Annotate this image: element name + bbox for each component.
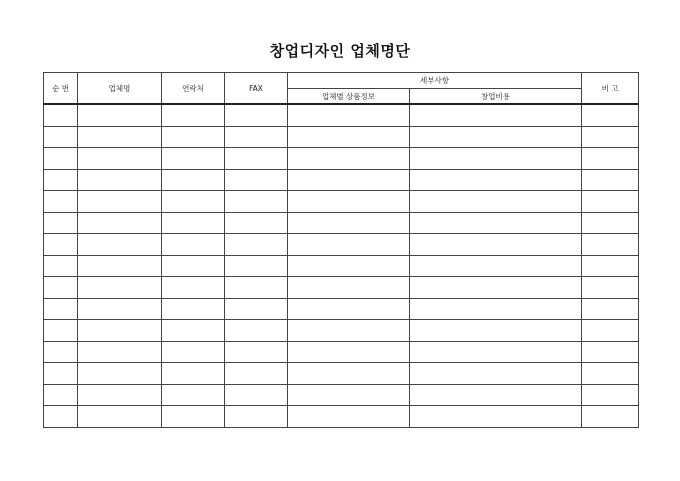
table-row	[44, 277, 639, 299]
cell-contact[interactable]	[162, 104, 225, 126]
cell-company[interactable]	[78, 169, 162, 191]
cell-product-info[interactable]	[288, 104, 410, 126]
cell-contact[interactable]	[162, 126, 225, 148]
cell-no[interactable]	[44, 406, 78, 428]
cell-contact[interactable]	[162, 148, 225, 170]
cell-product-info[interactable]	[288, 384, 410, 406]
table-row	[44, 406, 639, 428]
cell-startup-cost[interactable]	[410, 320, 582, 342]
cell-fax[interactable]	[225, 363, 288, 385]
cell-company[interactable]	[78, 148, 162, 170]
document-title: 창업디자인 업체명단	[269, 42, 411, 60]
cell-no[interactable]	[44, 363, 78, 385]
cell-company[interactable]	[78, 191, 162, 213]
cell-fax[interactable]	[225, 191, 288, 213]
cell-remarks[interactable]	[582, 406, 639, 428]
cell-fax[interactable]	[225, 384, 288, 406]
cell-company[interactable]	[78, 104, 162, 126]
cell-company[interactable]	[78, 277, 162, 299]
cell-fax[interactable]	[225, 277, 288, 299]
company-list-table	[43, 72, 639, 428]
cell-company[interactable]	[78, 126, 162, 148]
cell-remarks[interactable]	[582, 169, 639, 191]
header-product-info: 업체별 상품정보	[288, 89, 410, 105]
cell-product-info[interactable]	[288, 277, 410, 299]
cell-company[interactable]	[78, 212, 162, 234]
cell-contact[interactable]	[162, 320, 225, 342]
cell-contact[interactable]	[162, 255, 225, 277]
cell-contact[interactable]	[162, 277, 225, 299]
cell-startup-cost[interactable]	[410, 406, 582, 428]
cell-startup-cost[interactable]	[410, 255, 582, 277]
cell-company[interactable]	[78, 234, 162, 256]
table-row	[44, 104, 639, 126]
cell-product-info[interactable]	[288, 406, 410, 428]
cell-fax[interactable]	[225, 255, 288, 277]
cell-no[interactable]	[44, 126, 78, 148]
table-row	[44, 255, 639, 277]
cell-startup-cost[interactable]	[410, 169, 582, 191]
cell-remarks[interactable]	[582, 148, 639, 170]
cell-no[interactable]	[44, 212, 78, 234]
cell-contact[interactable]	[162, 363, 225, 385]
table-header	[44, 73, 639, 105]
cell-startup-cost[interactable]	[410, 234, 582, 256]
cell-product-info[interactable]	[288, 234, 410, 256]
cell-contact[interactable]	[162, 384, 225, 406]
cell-fax[interactable]	[225, 341, 288, 363]
cell-product-info[interactable]	[288, 255, 410, 277]
cell-no[interactable]	[44, 255, 78, 277]
cell-company[interactable]	[78, 255, 162, 277]
table-row	[44, 191, 639, 213]
cell-startup-cost[interactable]	[410, 126, 582, 148]
cell-no[interactable]	[44, 298, 78, 320]
cell-contact[interactable]	[162, 212, 225, 234]
table-row	[44, 384, 639, 406]
cell-product-info[interactable]	[288, 169, 410, 191]
header-contact: 연락처	[162, 73, 225, 105]
cell-remarks[interactable]	[582, 277, 639, 299]
cell-remarks[interactable]	[582, 104, 639, 126]
cell-product-info[interactable]	[288, 148, 410, 170]
cell-product-info[interactable]	[288, 191, 410, 213]
cell-company[interactable]	[78, 406, 162, 428]
cell-fax[interactable]	[225, 320, 288, 342]
cell-fax[interactable]	[225, 234, 288, 256]
cell-startup-cost[interactable]	[410, 191, 582, 213]
cell-startup-cost[interactable]	[410, 341, 582, 363]
cell-no[interactable]	[44, 341, 78, 363]
cell-startup-cost[interactable]	[410, 384, 582, 406]
cell-startup-cost[interactable]	[410, 363, 582, 385]
cell-contact[interactable]	[162, 298, 225, 320]
header-details: 세부사항	[288, 73, 582, 89]
header-no: 순 번	[44, 73, 78, 105]
cell-startup-cost[interactable]	[410, 212, 582, 234]
table-row	[44, 234, 639, 256]
cell-contact[interactable]	[162, 191, 225, 213]
cell-company[interactable]	[78, 384, 162, 406]
cell-remarks[interactable]	[582, 191, 639, 213]
cell-contact[interactable]	[162, 341, 225, 363]
cell-startup-cost[interactable]	[410, 298, 582, 320]
cell-startup-cost[interactable]	[410, 104, 582, 126]
cell-contact[interactable]	[162, 169, 225, 191]
cell-remarks[interactable]	[582, 212, 639, 234]
cell-remarks[interactable]	[582, 298, 639, 320]
cell-remarks[interactable]	[582, 255, 639, 277]
cell-startup-cost[interactable]	[410, 148, 582, 170]
cell-fax[interactable]	[225, 104, 288, 126]
cell-fax[interactable]	[225, 126, 288, 148]
table-row	[44, 341, 639, 363]
cell-remarks[interactable]	[582, 320, 639, 342]
cell-product-info[interactable]	[288, 341, 410, 363]
cell-remarks[interactable]	[582, 363, 639, 385]
cell-company[interactable]	[78, 320, 162, 342]
cell-no[interactable]	[44, 234, 78, 256]
header-startup-cost: 창업비용	[410, 89, 582, 105]
cell-fax[interactable]	[225, 212, 288, 234]
cell-fax[interactable]	[225, 148, 288, 170]
cell-product-info[interactable]	[288, 298, 410, 320]
table-row	[44, 169, 639, 191]
cell-no[interactable]	[44, 169, 78, 191]
table-row	[44, 363, 639, 385]
cell-product-info[interactable]	[288, 126, 410, 148]
cell-company[interactable]	[78, 363, 162, 385]
table-row	[44, 212, 639, 234]
cell-no[interactable]	[44, 384, 78, 406]
cell-no[interactable]	[44, 104, 78, 126]
cell-contact[interactable]	[162, 234, 225, 256]
header-company: 업체명	[78, 73, 162, 105]
cell-remarks[interactable]	[582, 234, 639, 256]
cell-no[interactable]	[44, 191, 78, 213]
cell-product-info[interactable]	[288, 212, 410, 234]
table-row	[44, 126, 639, 148]
cell-fax[interactable]	[225, 406, 288, 428]
cell-startup-cost[interactable]	[410, 277, 582, 299]
cell-remarks[interactable]	[582, 384, 639, 406]
cell-contact[interactable]	[162, 406, 225, 428]
cell-company[interactable]	[78, 341, 162, 363]
table-row	[44, 320, 639, 342]
cell-no[interactable]	[44, 277, 78, 299]
table-row	[44, 148, 639, 170]
cell-remarks[interactable]	[582, 126, 639, 148]
cell-remarks[interactable]	[582, 341, 639, 363]
table-row	[44, 298, 639, 320]
header-remarks: 비 고	[582, 73, 639, 105]
cell-company[interactable]	[78, 298, 162, 320]
cell-no[interactable]	[44, 148, 78, 170]
table-body	[44, 104, 639, 427]
cell-product-info[interactable]	[288, 363, 410, 385]
cell-product-info[interactable]	[288, 320, 410, 342]
header-fax: FAX	[225, 73, 288, 105]
cell-fax[interactable]	[225, 169, 288, 191]
cell-no[interactable]	[44, 320, 78, 342]
cell-fax[interactable]	[225, 298, 288, 320]
